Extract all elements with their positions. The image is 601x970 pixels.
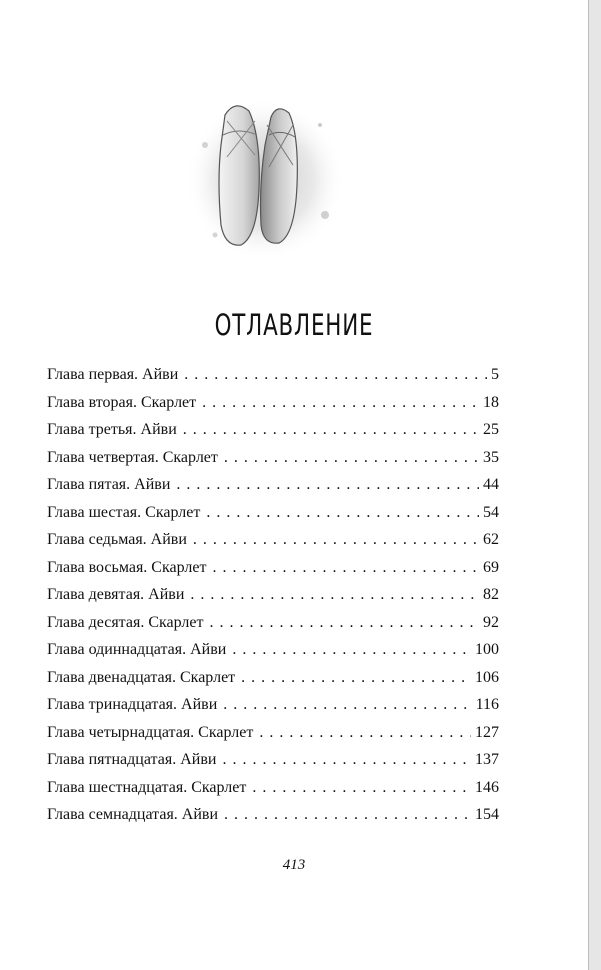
toc-entry[interactable] [47,476,499,504]
toc-entry-page: 106 [475,668,499,686]
toc-entry-label: Глава пятая. Айви [47,476,171,493]
toc-entry-label: Глава четырнадцатая. Скарлет [47,723,254,741]
dot-leader [222,751,471,769]
toc-entry[interactable] [47,751,499,779]
toc-entry-label: Глава тринадцатая. Айви [47,696,218,713]
dot-leader [223,696,471,714]
toc-entry[interactable] [47,449,499,477]
toc-entry-page: 69 [483,558,499,576]
toc-entry-page: 62 [483,531,499,548]
table-of-contents [47,366,499,834]
toc-entry[interactable] [47,779,499,807]
toc-entry[interactable] [47,614,499,642]
toc-entry-page: 25 [483,421,499,438]
toc-entry-label: Глава третья. Айви [47,421,177,438]
toc-entry-page: 137 [475,751,499,768]
toc-entry[interactable] [47,724,499,752]
toc-entry-page: 18 [483,393,499,411]
page-number: 413 [282,857,306,873]
toc-entry-page: 127 [475,723,499,741]
toc-entry-page: 116 [475,696,499,713]
dot-leader [252,779,471,797]
toc-entry[interactable] [47,421,499,449]
dot-leader [184,366,487,384]
toc-entry-label: Глава двенадцатая. Скарлет [47,668,236,686]
toc-entry-label: Глава четвертая. Скарлет [47,448,218,466]
toc-entry-label: Глава первая. Айви [47,366,179,383]
toc-entry-label: Глава десятая. Скарлет [47,613,204,631]
toc-entry[interactable] [47,641,499,669]
dot-leader [176,476,479,494]
toc-entry[interactable] [47,586,499,614]
dot-leader [206,504,479,522]
toc-entry-page: 5 [491,366,499,383]
toc-entry-page: 100 [475,641,499,658]
toc-entry-label: Глава семнадцатая. Айви [47,806,219,823]
toc-entry-label: Глава восьмая. Скарлет [47,558,207,576]
toc-entry-page: 54 [483,503,499,521]
toc-entry[interactable] [47,394,499,422]
toc-entry[interactable] [47,806,499,834]
dot-leader [241,669,471,687]
toc-entry[interactable] [47,531,499,559]
toc-entry-page: 92 [483,613,499,631]
dot-leader [193,531,479,549]
toc-entry-label: Глава вторая. Скарлет [47,393,197,411]
toc-entry-label: Глава шестнадцатая. Скарлет [47,778,247,796]
toc-entry[interactable] [47,366,499,394]
toc-entry-page: 35 [483,448,499,466]
dot-leader [210,614,480,632]
toc-title: ОТЛАВЛЕНИЕ [214,308,374,342]
toc-entry-label: Глава одиннадцатая. Айви [47,641,227,658]
toc-entry-label: Глава пятнадцатая. Айви [47,751,217,768]
dot-leader [232,641,471,659]
toc-entry[interactable] [47,669,499,697]
toc-entry[interactable] [47,696,499,724]
ballet-pointe-shoes-icon [185,85,345,265]
dot-leader [190,586,479,604]
toc-entry-page: 146 [475,778,499,796]
dot-leader [212,559,479,577]
dot-leader [224,449,479,467]
toc-entry[interactable] [47,504,499,532]
dot-leader [202,394,479,412]
toc-entry[interactable] [47,559,499,587]
toc-entry-page: 82 [483,586,499,603]
dot-leader [259,724,471,742]
toc-entry-label: Глава седьмая. Айви [47,531,187,548]
dot-leader [224,806,471,824]
toc-entry-page: 44 [483,476,499,493]
toc-entry-page: 154 [475,806,499,823]
dot-leader [183,421,479,439]
toc-entry-label: Глава шестая. Скарлет [47,503,201,521]
toc-entry-label: Глава девятая. Айви [47,586,185,603]
